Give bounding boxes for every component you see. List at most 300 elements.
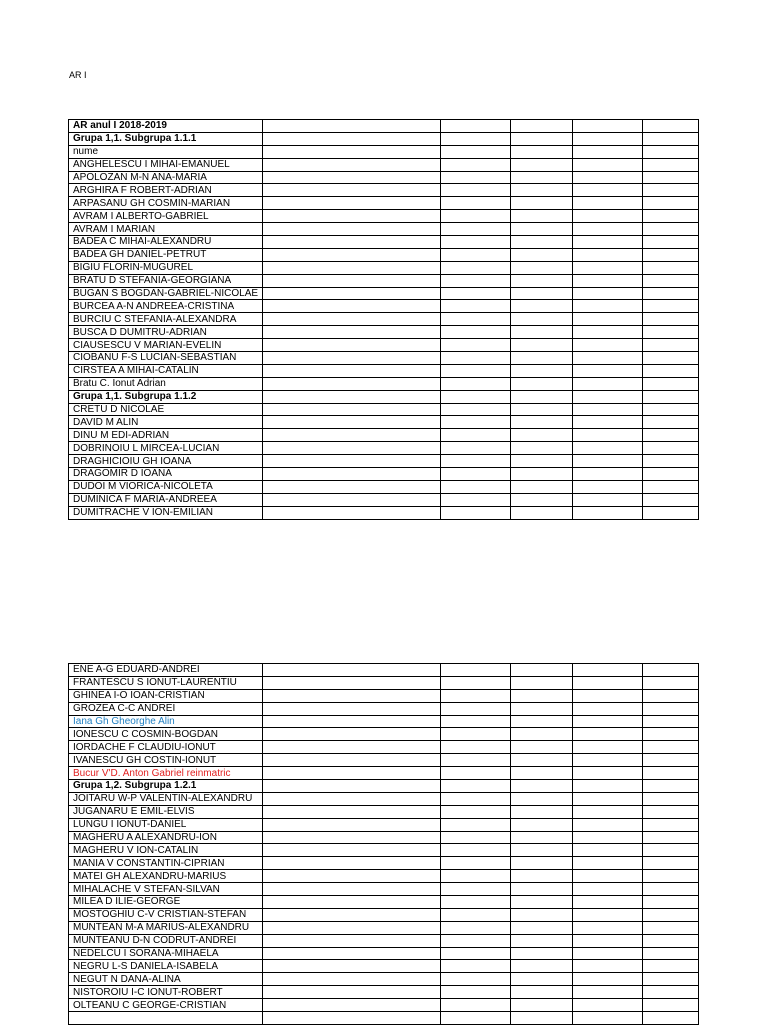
empty-cell [441,313,511,326]
name-cell: Grupa 1,1. Subgrupa 1.1.2 [69,390,263,403]
empty-cell [441,429,511,442]
empty-cell [441,767,511,780]
empty-cell [263,158,441,171]
empty-cell [263,455,441,468]
empty-cell [263,339,441,352]
empty-cell [573,1012,643,1025]
name-cell: DOBRINOIU L MIRCEA-LUCIAN [69,442,263,455]
empty-cell [573,676,643,689]
empty-cell [263,223,441,236]
empty-cell [441,973,511,986]
empty-cell [643,171,699,184]
name-cell: BADEA GH DANIEL-PETRUT [69,248,263,261]
empty-cell [263,908,441,921]
page-label: AR I [69,70,87,80]
empty-cell [643,468,699,481]
name-cell: BURCIU C STEFANIA-ALEXANDRA [69,313,263,326]
empty-cell [511,934,573,947]
empty-cell [573,844,643,857]
name-cell: ARPASANU GH COSMIN-MARIAN [69,197,263,210]
empty-cell [511,274,573,287]
name-cell: NEGUT N DANA-ALINA [69,973,263,986]
name-cell: BURCEA A-N ANDREEA-CRISTINA [69,300,263,313]
empty-cell [441,390,511,403]
empty-cell [441,493,511,506]
empty-cell [441,468,511,481]
empty-cell [573,339,643,352]
empty-cell [263,805,441,818]
empty-cell [441,870,511,883]
name-cell: nume [69,145,263,158]
empty-cell [511,908,573,921]
empty-cell [263,313,441,326]
table-row [69,754,699,767]
empty-cell [643,132,699,145]
table-row [69,857,699,870]
empty-cell [263,468,441,481]
empty-cell [643,480,699,493]
empty-cell [573,145,643,158]
empty-cell [511,986,573,999]
table-row [69,442,699,455]
empty-cell [511,364,573,377]
empty-cell [511,960,573,973]
empty-cell [643,158,699,171]
empty-cell [643,184,699,197]
empty-cell [441,364,511,377]
empty-cell [573,184,643,197]
name-cell: IVANESCU GH COSTIN-IONUT [69,754,263,767]
empty-cell [643,986,699,999]
empty-cell [573,934,643,947]
empty-cell [573,831,643,844]
name-cell: MAGHERU V ION-CATALIN [69,844,263,857]
empty-cell [441,715,511,728]
table-row [69,274,699,287]
empty-cell [263,818,441,831]
empty-cell [573,986,643,999]
empty-cell [441,197,511,210]
empty-cell [573,274,643,287]
name-cell: IONESCU C COSMIN-BOGDAN [69,728,263,741]
name-cell: MOSTOGHIU C-V CRISTIAN-STEFAN [69,908,263,921]
table-row [69,780,699,793]
empty-cell [441,883,511,896]
empty-cell [263,702,441,715]
table-row [69,326,699,339]
empty-cell [573,364,643,377]
empty-cell [643,947,699,960]
empty-cell [263,364,441,377]
empty-cell [573,896,643,909]
table-row [69,429,699,442]
empty-cell [511,326,573,339]
empty-cell [643,960,699,973]
empty-cell [573,480,643,493]
empty-cell [263,1012,441,1025]
name-cell: Grupa 1,2. Subgrupa 1.2.1 [69,780,263,793]
table-row [69,908,699,921]
empty-cell [643,780,699,793]
empty-cell [263,326,441,339]
empty-cell [511,442,573,455]
empty-cell [441,403,511,416]
empty-cell [263,870,441,883]
name-cell: NEGRU L-S DANIELA-ISABELA [69,960,263,973]
empty-cell [263,780,441,793]
empty-cell [573,377,643,390]
empty-cell [643,921,699,934]
name-cell: DUMINICA F MARIA-ANDREEA [69,493,263,506]
table-row [69,236,699,249]
empty-cell [263,287,441,300]
empty-cell [263,352,441,365]
empty-cell [441,236,511,249]
empty-cell [263,754,441,767]
empty-cell [263,274,441,287]
empty-cell [511,818,573,831]
name-cell: MANIA V CONSTANTIN-CIPRIAN [69,857,263,870]
empty-cell [511,767,573,780]
name-cell: GHINEA I-O IOAN-CRISTIAN [69,689,263,702]
empty-cell [511,676,573,689]
table-row [69,377,699,390]
empty-cell [441,805,511,818]
table-row [69,676,699,689]
table-row [69,223,699,236]
empty-cell [511,132,573,145]
empty-cell [263,857,441,870]
empty-cell [643,934,699,947]
empty-cell [511,261,573,274]
empty-cell [643,715,699,728]
empty-cell [263,480,441,493]
empty-cell [511,455,573,468]
empty-cell [511,870,573,883]
empty-cell [643,883,699,896]
empty-cell [511,999,573,1012]
empty-cell [441,986,511,999]
empty-cell [441,831,511,844]
empty-cell [573,506,643,519]
table-row [69,960,699,973]
empty-cell [263,986,441,999]
empty-cell [511,403,573,416]
empty-cell [573,818,643,831]
empty-cell [511,506,573,519]
empty-cell [643,236,699,249]
name-cell: GROZEA C-C ANDREI [69,702,263,715]
name-cell: LUNGU I IONUT-DANIEL [69,818,263,831]
table-row [69,493,699,506]
name-cell: ARGHIRA F ROBERT-ADRIAN [69,184,263,197]
empty-cell [643,313,699,326]
empty-cell [643,831,699,844]
empty-cell [441,664,511,677]
empty-cell [573,689,643,702]
table-row [69,145,699,158]
name-cell: NISTOROIU I-C IONUT-ROBERT [69,986,263,999]
empty-cell [573,857,643,870]
table-row [69,934,699,947]
name-cell: BADEA C MIHAI-ALEXANDRU [69,236,263,249]
empty-cell [441,1012,511,1025]
empty-cell [511,857,573,870]
empty-cell [441,352,511,365]
empty-cell [573,390,643,403]
empty-cell [511,184,573,197]
empty-cell [263,442,441,455]
name-cell [69,1012,263,1025]
empty-cell [511,702,573,715]
empty-cell [263,883,441,896]
empty-cell [573,287,643,300]
empty-cell [441,689,511,702]
empty-cell [643,197,699,210]
empty-cell [573,493,643,506]
name-cell: FRANTESCU S IONUT-LAURENTIU [69,676,263,689]
name-cell: MIHALACHE V STEFAN-SILVAN [69,883,263,896]
empty-cell [643,506,699,519]
name-cell: BUGAN S BOGDAN-GABRIEL-NICOLAE [69,287,263,300]
empty-cell [643,274,699,287]
empty-cell [441,728,511,741]
empty-cell [441,960,511,973]
table-row [69,480,699,493]
empty-cell [573,300,643,313]
empty-cell [573,442,643,455]
empty-cell [511,689,573,702]
empty-cell [643,339,699,352]
table-row [69,248,699,261]
empty-cell [643,416,699,429]
empty-cell [643,403,699,416]
empty-cell [643,896,699,909]
table-row [69,132,699,145]
table-row [69,339,699,352]
empty-cell [573,883,643,896]
empty-cell [573,429,643,442]
empty-cell [263,831,441,844]
empty-cell [643,870,699,883]
empty-cell [511,921,573,934]
empty-cell [573,248,643,261]
empty-cell [441,947,511,960]
empty-cell [573,921,643,934]
empty-cell [441,416,511,429]
empty-cell [573,702,643,715]
empty-cell [643,145,699,158]
empty-cell [263,132,441,145]
empty-cell [441,120,511,133]
name-cell: DAVID M ALIN [69,416,263,429]
empty-cell [643,664,699,677]
table-row [69,158,699,171]
table-row [69,818,699,831]
name-cell: Bucur V'D. Anton Gabriel reinmatric [69,767,263,780]
empty-cell [643,442,699,455]
empty-cell [643,455,699,468]
table-row [69,715,699,728]
empty-cell [511,416,573,429]
empty-cell [263,715,441,728]
name-cell: JUGANARU E EMIL-ELVIS [69,805,263,818]
empty-cell [643,999,699,1012]
empty-cell [643,728,699,741]
empty-cell [511,300,573,313]
table-row [69,455,699,468]
empty-cell [441,676,511,689]
table-row [69,792,699,805]
empty-cell [573,158,643,171]
empty-cell [573,780,643,793]
empty-cell [511,754,573,767]
empty-cell [441,248,511,261]
empty-cell [441,326,511,339]
name-cell: DUMITRACHE V ION-EMILIAN [69,506,263,519]
empty-cell [643,120,699,133]
empty-cell [263,792,441,805]
student-table-2 [68,663,699,1025]
table-row [69,728,699,741]
name-cell: NEDELCU I SORANA-MIHAELA [69,947,263,960]
empty-cell [643,493,699,506]
empty-cell [573,120,643,133]
empty-cell [511,390,573,403]
empty-cell [263,145,441,158]
empty-cell [643,676,699,689]
empty-cell [263,960,441,973]
empty-cell [511,947,573,960]
empty-cell [511,145,573,158]
empty-cell [511,896,573,909]
name-cell: ENE A-G EDUARD-ANDREI [69,664,263,677]
table-row [69,390,699,403]
name-cell: Grupa 1,1. Subgrupa 1.1.1 [69,132,263,145]
empty-cell [441,455,511,468]
empty-cell [511,287,573,300]
empty-cell [643,767,699,780]
table-row [69,689,699,702]
table-row [69,313,699,326]
empty-cell [511,883,573,896]
empty-cell [263,120,441,133]
empty-cell [263,197,441,210]
empty-cell [643,210,699,223]
empty-cell [573,960,643,973]
empty-cell [511,236,573,249]
empty-cell [573,171,643,184]
empty-cell [263,416,441,429]
empty-cell [643,248,699,261]
table-row [69,664,699,677]
empty-cell [263,261,441,274]
empty-cell [573,999,643,1012]
empty-cell [441,145,511,158]
empty-cell [573,715,643,728]
name-cell: OLTEANU C GEORGE-CRISTIAN [69,999,263,1012]
empty-cell [643,702,699,715]
name-cell: CIRSTEA A MIHAI-CATALIN [69,364,263,377]
empty-cell [511,1012,573,1025]
empty-cell [643,741,699,754]
empty-cell [441,780,511,793]
empty-cell [573,792,643,805]
empty-cell [263,210,441,223]
empty-cell [441,132,511,145]
table-row [69,921,699,934]
empty-cell [263,896,441,909]
table-row [69,896,699,909]
table-row [69,999,699,1012]
empty-cell [263,493,441,506]
empty-cell [263,664,441,677]
empty-cell [441,934,511,947]
empty-cell [441,857,511,870]
empty-cell [511,844,573,857]
empty-cell [511,210,573,223]
table-row [69,261,699,274]
table-row [69,831,699,844]
empty-cell [263,171,441,184]
empty-cell [263,741,441,754]
empty-cell [263,973,441,986]
empty-cell [263,377,441,390]
empty-cell [511,715,573,728]
empty-cell [573,416,643,429]
empty-cell [573,210,643,223]
empty-cell [263,947,441,960]
empty-cell [643,689,699,702]
empty-cell [511,120,573,133]
empty-cell [441,908,511,921]
name-cell: MILEA D ILIE-GEORGE [69,896,263,909]
empty-cell [441,754,511,767]
empty-cell [643,261,699,274]
name-cell: AVRAM I ALBERTO-GABRIEL [69,210,263,223]
empty-cell [573,236,643,249]
empty-cell [511,248,573,261]
empty-cell [263,934,441,947]
name-cell: MATEI GH ALEXANDRU-MARIUS [69,870,263,883]
empty-cell [511,468,573,481]
table-row [69,197,699,210]
table-row [69,741,699,754]
table-row [69,171,699,184]
empty-cell [263,429,441,442]
empty-cell [441,261,511,274]
empty-cell [643,364,699,377]
table-row [69,300,699,313]
empty-cell [511,171,573,184]
empty-cell [643,390,699,403]
empty-cell [573,947,643,960]
name-cell: CIAUSESCU V MARIAN-EVELIN [69,339,263,352]
empty-cell [573,313,643,326]
empty-cell [511,780,573,793]
name-cell: MAGHERU A ALEXANDRU-ION [69,831,263,844]
table-row [69,403,699,416]
empty-cell [511,805,573,818]
table-row [69,468,699,481]
empty-cell [643,805,699,818]
empty-cell [511,197,573,210]
empty-cell [511,480,573,493]
empty-cell [643,857,699,870]
empty-cell [511,493,573,506]
empty-cell [441,921,511,934]
name-cell: ANGHELESCU I MIHAI-EMANUEL [69,158,263,171]
